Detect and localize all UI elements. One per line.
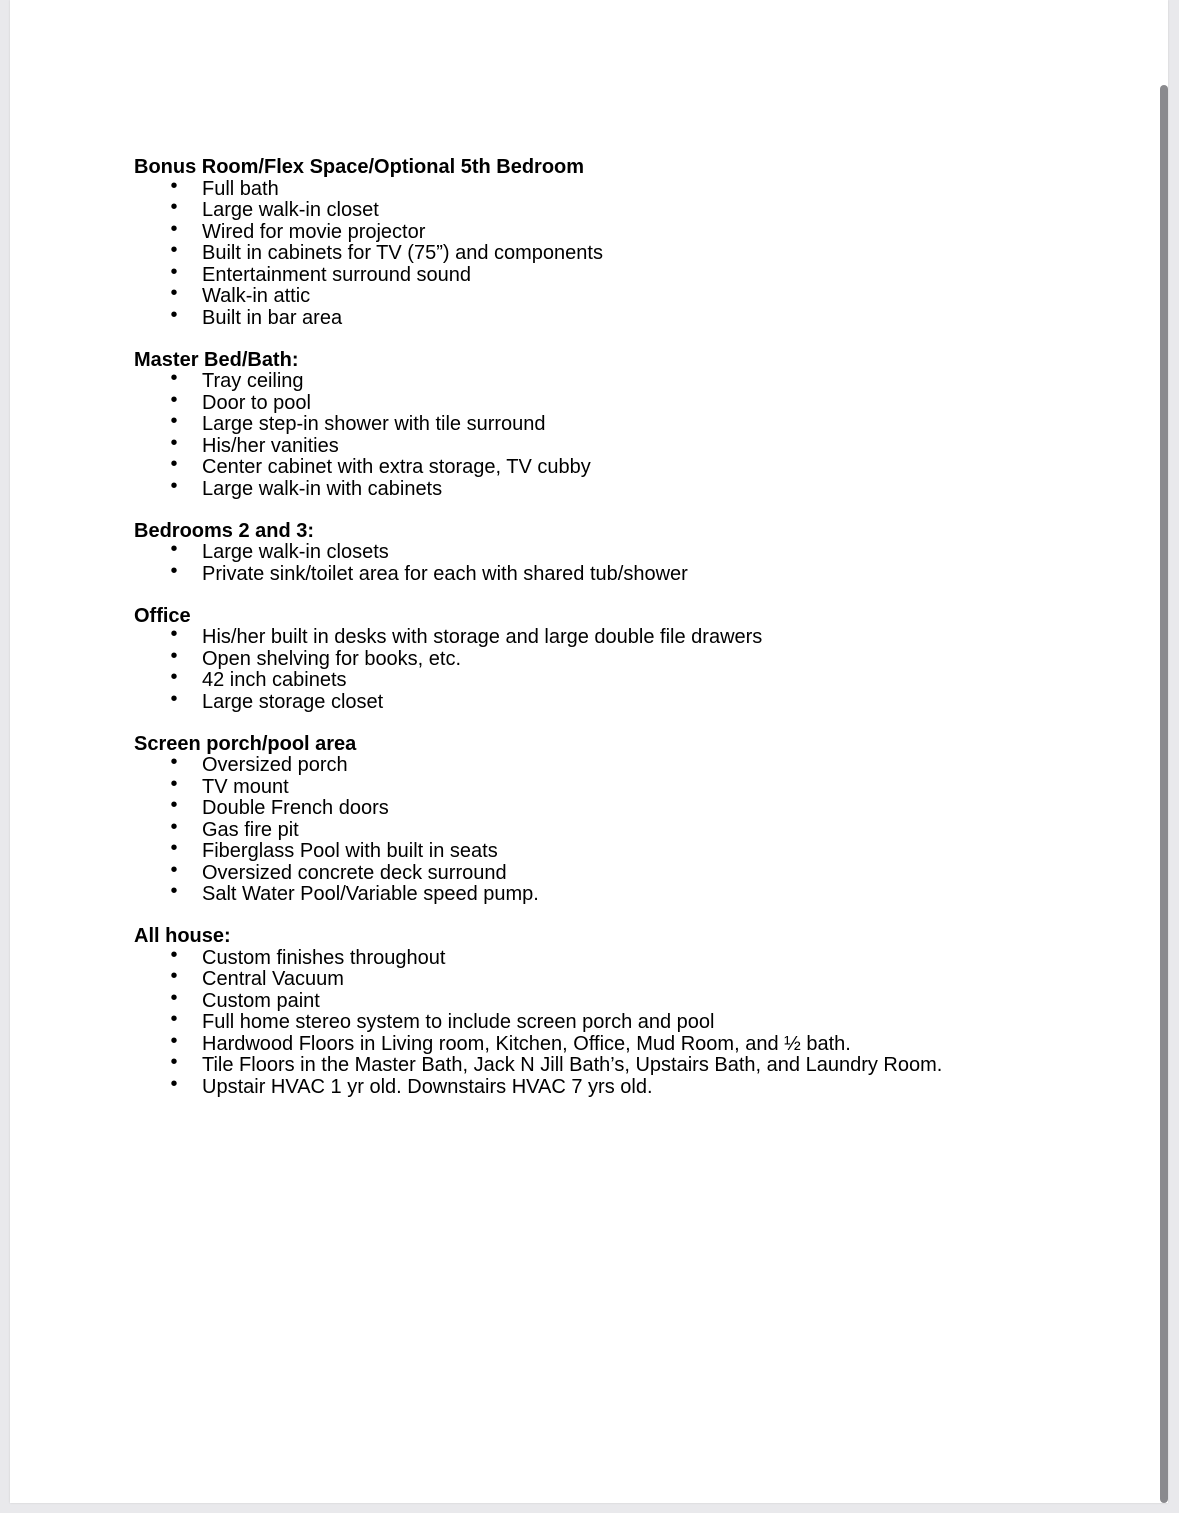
list-item-text: Open shelving for books, etc.	[202, 647, 462, 670]
list-item-text: Full home stereo system to include screen porch and pool	[202, 1011, 715, 1033]
section-heading: Office	[134, 604, 191, 627]
bullet-icon: •	[170, 880, 178, 902]
list-item	[134, 174, 1134, 201]
list-item-text: Oversized concrete deck surround	[202, 861, 507, 884]
bullet-icon: •	[170, 815, 178, 838]
bullet-icon: •	[170, 174, 178, 197]
list-item	[134, 453, 1134, 479]
list-item	[134, 1008, 1134, 1034]
bullet-icon: •	[170, 644, 178, 667]
list-item-text: Built in cabinets for TV (75”) and components	[202, 242, 603, 264]
list-item-text: Large walk-in closets	[202, 541, 389, 563]
bullet-icon: •	[170, 1029, 178, 1052]
list-item-text: Upstair HVAC 1 yr old. Downstairs HVAC 7 yrs old.	[202, 1075, 653, 1098]
list-item	[134, 1072, 1134, 1099]
list-item	[134, 644, 1134, 671]
bullet-icon: •	[170, 751, 178, 773]
bullet-icon: •	[170, 943, 178, 966]
bullet-icon: •	[170, 474, 178, 497]
list-item-text: Fiberglass Pool with built in seats	[202, 840, 498, 862]
list-item	[134, 986, 1134, 1013]
bullet-icon: •	[170, 794, 178, 816]
list-item	[134, 858, 1134, 885]
list-item-text: Large walk-in with cabinets	[202, 477, 443, 500]
bullet-icon: •	[170, 260, 178, 283]
bullet-icon: •	[170, 623, 178, 645]
section-heading: Screen porch/pool area	[134, 732, 357, 755]
list-item-text: Oversized porch	[202, 754, 348, 776]
list-item	[134, 687, 1134, 714]
list-item-text: Central Vacuum	[202, 968, 344, 990]
list-item	[134, 623, 1134, 649]
bullet-icon: •	[170, 837, 178, 859]
section-heading: Master Bed/Bath:	[134, 348, 299, 371]
section-heading: All house:	[134, 925, 231, 947]
list-item	[134, 751, 1134, 777]
bullet-icon: •	[170, 559, 178, 582]
list-item	[134, 196, 1134, 222]
list-item	[134, 559, 1134, 586]
bullet-list	[134, 174, 1134, 330]
list-item-text: Private sink/toilet area for each with shared tub/shower	[202, 562, 688, 585]
bullet-icon: •	[170, 538, 178, 560]
section	[134, 157, 1134, 329]
list-item	[134, 880, 1134, 906]
bullet-icon: •	[170, 410, 178, 432]
list-item-text: Walk-in attic	[202, 285, 311, 307]
section	[134, 521, 1134, 586]
list-item	[134, 943, 1134, 970]
list-item-text: Full bath	[202, 177, 279, 200]
list-item-text: Large walk-in closet	[202, 199, 379, 221]
bullet-icon: •	[170, 1051, 178, 1073]
list-item-text: Entertainment surround sound	[202, 263, 472, 286]
list-item-text: His/her vanities	[202, 434, 339, 457]
list-item	[134, 815, 1134, 842]
bullet-list	[134, 943, 1134, 1099]
list-item	[134, 303, 1134, 330]
section-heading: Bonus Room/Flex Space/Optional 5th Bedroom	[134, 156, 585, 178]
list-item-text: Custom finishes throughout	[202, 946, 446, 969]
bullet-list	[134, 751, 1134, 906]
bullet-icon: •	[170, 431, 178, 454]
list-item	[134, 367, 1134, 393]
bullet-icon: •	[170, 1008, 178, 1030]
list-item	[134, 260, 1134, 287]
bullet-icon: •	[170, 666, 178, 688]
bullet-icon: •	[170, 858, 178, 881]
bullet-icon: •	[170, 196, 178, 218]
list-item-text: Tile Floors in the Master Bath, Jack N Jill Bath’s, Upstairs Bath, and Laundry Room.	[202, 1054, 943, 1076]
section	[134, 734, 1134, 906]
list-item-text: Custom paint	[202, 989, 320, 1012]
bullet-icon: •	[170, 687, 178, 710]
bullet-icon: •	[170, 282, 178, 304]
list-item-text: Large storage closet	[202, 690, 384, 713]
list-item	[134, 431, 1134, 458]
list-item	[134, 474, 1134, 501]
list-item	[134, 538, 1134, 564]
list-item	[134, 1051, 1134, 1077]
list-item	[134, 388, 1134, 415]
list-item-text: Large step-in shower with tile surround	[202, 413, 546, 435]
list-item-text: TV mount	[202, 775, 289, 798]
list-item-text: Tray ceiling	[202, 370, 304, 392]
list-item-text: Door to pool	[202, 391, 311, 414]
bullet-icon: •	[170, 217, 178, 240]
bullet-list	[134, 538, 1134, 585]
bullet-icon: •	[170, 965, 178, 987]
bullet-icon: •	[170, 453, 178, 475]
section	[134, 350, 1134, 501]
list-item	[134, 666, 1134, 692]
list-item-text: Gas fire pit	[202, 818, 299, 841]
section-heading: Bedrooms 2 and 3:	[134, 519, 315, 542]
list-item-text: His/her built in desks with storage and large double file drawers	[202, 626, 763, 648]
list-item-text: Hardwood Floors in Living room, Kitchen, Office, Mud Room, and ½ bath.	[202, 1032, 851, 1055]
bullet-icon: •	[170, 303, 178, 326]
document-content	[134, 157, 1134, 1119]
bullet-list	[134, 623, 1134, 713]
list-item	[134, 794, 1134, 820]
list-item-text: Salt Water Pool/Variable speed pump.	[202, 883, 539, 905]
list-item	[134, 1029, 1134, 1056]
list-item	[134, 239, 1134, 265]
list-item	[134, 772, 1134, 799]
list-item-text: Wired for movie projector	[202, 220, 426, 243]
bullet-list	[134, 367, 1134, 500]
list-item-text: Double French doors	[202, 797, 389, 819]
bullet-icon: •	[170, 388, 178, 411]
list-item	[134, 965, 1134, 991]
bullet-icon: •	[170, 986, 178, 1009]
list-item	[134, 410, 1134, 436]
list-item	[134, 217, 1134, 244]
list-item-text: Built in bar area	[202, 306, 343, 329]
list-item	[134, 837, 1134, 863]
section	[134, 606, 1134, 714]
bullet-icon: •	[170, 1072, 178, 1095]
list-item-text: 42 inch cabinets	[202, 669, 347, 691]
vertical-scrollbar[interactable]	[1160, 85, 1168, 1503]
list-item-text: Center cabinet with extra storage, TV cubby	[202, 456, 591, 478]
list-item	[134, 282, 1134, 308]
bullet-icon: •	[170, 367, 178, 389]
bullet-icon: •	[170, 772, 178, 795]
section	[134, 926, 1134, 1098]
bullet-icon: •	[170, 239, 178, 261]
